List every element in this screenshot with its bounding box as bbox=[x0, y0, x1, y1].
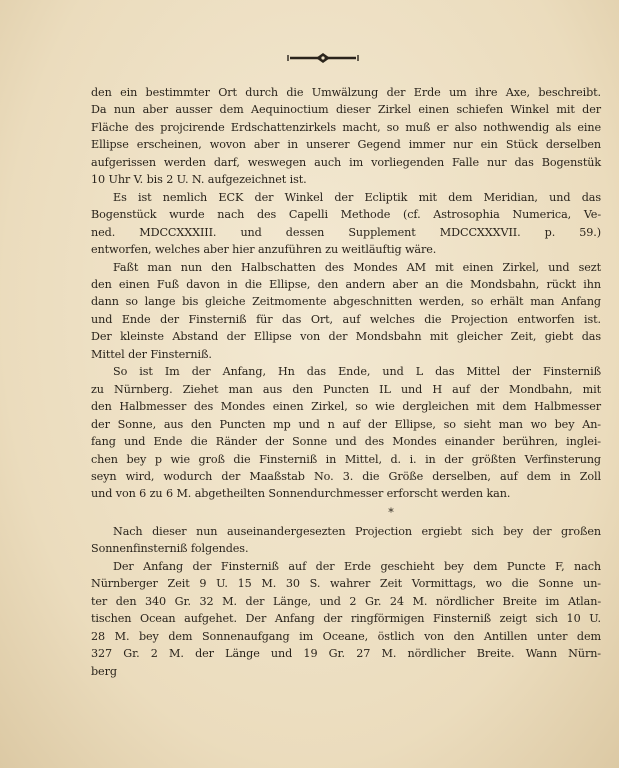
text-line: 28 M. bey dem Sonnenaufgang im Oceane, östlich von den Antillen unter dem bbox=[91, 629, 601, 643]
text-line: den einen Fuß davon in die Ellipse, den andern aber an die Mondsbahn, rückt ihn bbox=[91, 277, 601, 291]
text-line: Sonnenfinsterniß folgendes. bbox=[91, 542, 249, 556]
text-line: fang und Ende die Ränder der Sonne und des Mondes einander berühren, inglei- bbox=[91, 435, 601, 449]
ornament-rule bbox=[286, 50, 360, 66]
text-line: tischen Ocean aufgehet. Der Anfang der ringförmigen Finsterniß zeigt sich 10 U. bbox=[91, 612, 601, 626]
paragraph-winkel-ecliptik bbox=[91, 189, 601, 259]
text-line: ned. MDCCXXXIII. und dessen Supplement MDCCXXXVII. p. 59.) bbox=[91, 225, 601, 239]
text-line: Fläche des projcirende Erdschattenzirkels macht, so muß er also nothwendig als eine bbox=[91, 120, 601, 134]
text-line: Nürnberger Zeit 9 U. 15 M. 30 S. wahrer Zeit Vormittags, wo die Sonne un- bbox=[91, 577, 601, 591]
text-line: 327 Gr. 2 M. der Länge und 19 Gr. 27 M. nördlicher Breite. Wann Nürn- bbox=[91, 647, 601, 661]
text-line: dann so lange bis gleiche Zeitmomente abgeschnitten werden, so erhält man Anfang bbox=[91, 295, 601, 309]
text-line: Bogenstück wurde nach des Capelli Methode (cf. Astrosophia Numerica, Ve- bbox=[91, 208, 601, 222]
text-line: Der Anfang der Finsterniß auf der Erde geschieht bey dem Puncte F, nach bbox=[113, 559, 601, 573]
text-line: Da nun aber ausser dem Aequinoctium dieser Zirkel einen schiefen Winkel mit der bbox=[91, 103, 601, 117]
paragraph-bestimmter-ort bbox=[91, 84, 601, 189]
text-line: Nach dieser nun auseinandergesezten Projection ergiebt sich bey der großen bbox=[113, 524, 601, 538]
text-line: Mittel der Finsterniß. bbox=[91, 347, 212, 361]
paragraph-nuernberg-mittel bbox=[91, 363, 601, 503]
text-line: entworfen, welches aber hier anzuführen zu weitläuftig wäre. bbox=[91, 243, 437, 257]
text-line: 10 Uhr V. bis 2 U. N. aufgezeichnet ist. bbox=[91, 173, 307, 187]
section-separator: * bbox=[388, 505, 394, 519]
paragraph-halbschatten bbox=[91, 259, 601, 364]
paragraph-anfang-finsterniss bbox=[91, 558, 601, 663]
text-line: Es ist nemlich ECK der Winkel der Ecliptik mit dem Meridian, und das bbox=[113, 190, 601, 204]
catchword: berg bbox=[91, 664, 117, 678]
text-line: ter den 340 Gr. 32 M. der Länge, und 2 Gr. 24 M. nördlicher Breite im Atlan- bbox=[91, 594, 601, 608]
text-line: der Sonne, aus den Puncten mp und n auf der Ellipse, so sieht man wo bey An- bbox=[91, 417, 601, 431]
text-line: Der kleinste Abstand der Ellipse von der Mondsbahn mit gleicher Zeit, giebt das bbox=[91, 330, 601, 344]
text-line: aufgerissen werden darf, weswegen auch im vorliegenden Falle nur das Bogenstük bbox=[91, 155, 601, 169]
body-text bbox=[91, 84, 601, 680]
text-line: chen bey p wie groß die Finsterniß in Mittel, d. i. in der größten Verfinsterung bbox=[91, 452, 601, 466]
text-line: und von 6 zu 6 M. abgetheilten Sonnendurchmesser erforscht werden kan. bbox=[91, 487, 511, 501]
text-line: zu Nürnberg. Ziehet man aus den Puncten IL und H auf der Mondbahn, mit bbox=[91, 382, 601, 396]
text-line: seyn wird, wodurch der Maaßstab No. 3. die Größe derselben, auf dem in Zoll bbox=[91, 469, 601, 483]
text-line: den ein bestimmter Ort durch die Umwälzung der Erde um ihre Axe, beschreibt. bbox=[91, 86, 601, 99]
text-line: So ist Im der Anfang, Hn das Ende, und L das Mittel der Finsterniß bbox=[113, 365, 601, 379]
text-line: Faßt man nun den Halbschatten des Mondes AM mit einen Zirkel, und sezt bbox=[113, 260, 601, 274]
text-line: und Ende der Finsterniß für das Ort, auf welches die Projection entworfen ist. bbox=[91, 312, 601, 326]
text-line: Ellipse erscheinen, wovon aber in unserer Gegend immer nur ein Stück derselben bbox=[91, 138, 601, 152]
text-line: den Halbmesser des Mondes einen Zirkel, so wie dergleichen mit dem Halbmesser bbox=[91, 400, 601, 414]
paragraph-projection-ergiebt bbox=[91, 523, 601, 558]
